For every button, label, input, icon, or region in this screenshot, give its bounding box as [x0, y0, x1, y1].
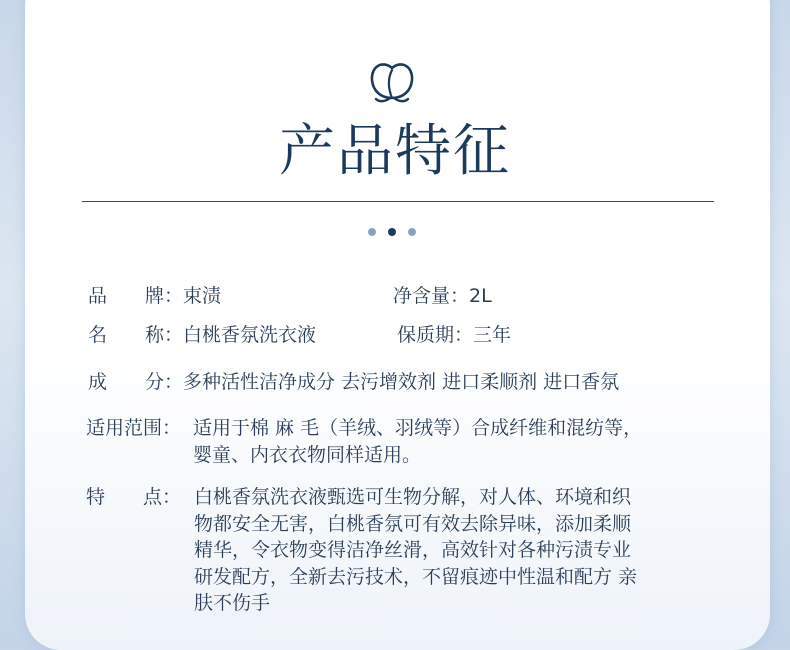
features-line: 研发配方，全新去污技术，不留痕迹中性温和配方 亲: [194, 565, 638, 588]
pager-dot: [408, 228, 416, 236]
spec-label: 品 牌：: [88, 285, 184, 307]
spec-label: 保质期：: [397, 324, 474, 346]
spec-brand: [88, 283, 221, 309]
features-line: 肤不伤手: [194, 592, 271, 614]
spec-value: 三年: [473, 324, 512, 346]
spec-ingredients: [88, 369, 619, 395]
title-divider: [82, 201, 714, 202]
spec-volume: [393, 283, 492, 309]
page-title: 产品特征: [279, 119, 511, 184]
features-line: 物都安全无害，白桃香氛可有效去除异味，添加柔顺: [194, 512, 632, 535]
spec-label: 成 分：: [88, 371, 184, 393]
spec-value: 白桃香氛洗衣液: [183, 324, 317, 346]
spec-shelf-life: [397, 322, 511, 348]
spec-features-label: 特 点：: [86, 486, 182, 508]
features-line: 白桃香氛洗衣液甄选可生物分解，对人体、环境和织: [194, 486, 632, 508]
pager-dots: [364, 228, 426, 238]
features-line: 精华，令衣物变得洁净丝滑，高效针对各种污渍专业: [194, 539, 632, 561]
spec-label: 净含量：: [393, 285, 470, 307]
spec-features-value: [194, 484, 724, 617]
pager-dot: [368, 228, 376, 236]
peach-icon: [368, 58, 416, 104]
spec-value: 束渍: [183, 285, 222, 307]
spec-value: 多种活性洁净成分 去污增效剂 进口柔顺剂 进口香氛: [183, 371, 620, 393]
spec-label: 名 称：: [88, 324, 184, 346]
spec-name: [88, 322, 316, 348]
spec-scope-label: 适用范围：: [86, 417, 182, 439]
spec-scope-value: [193, 415, 713, 468]
scope-line: 适用于棉 麻 毛（羊绒、羽绒等）合成纤维和混纺等，: [193, 417, 643, 439]
pager-dot-active: [388, 228, 396, 236]
spec-value: 2L: [469, 285, 492, 307]
scope-line: 婴童、内衣衣物同样适用。: [193, 443, 422, 466]
